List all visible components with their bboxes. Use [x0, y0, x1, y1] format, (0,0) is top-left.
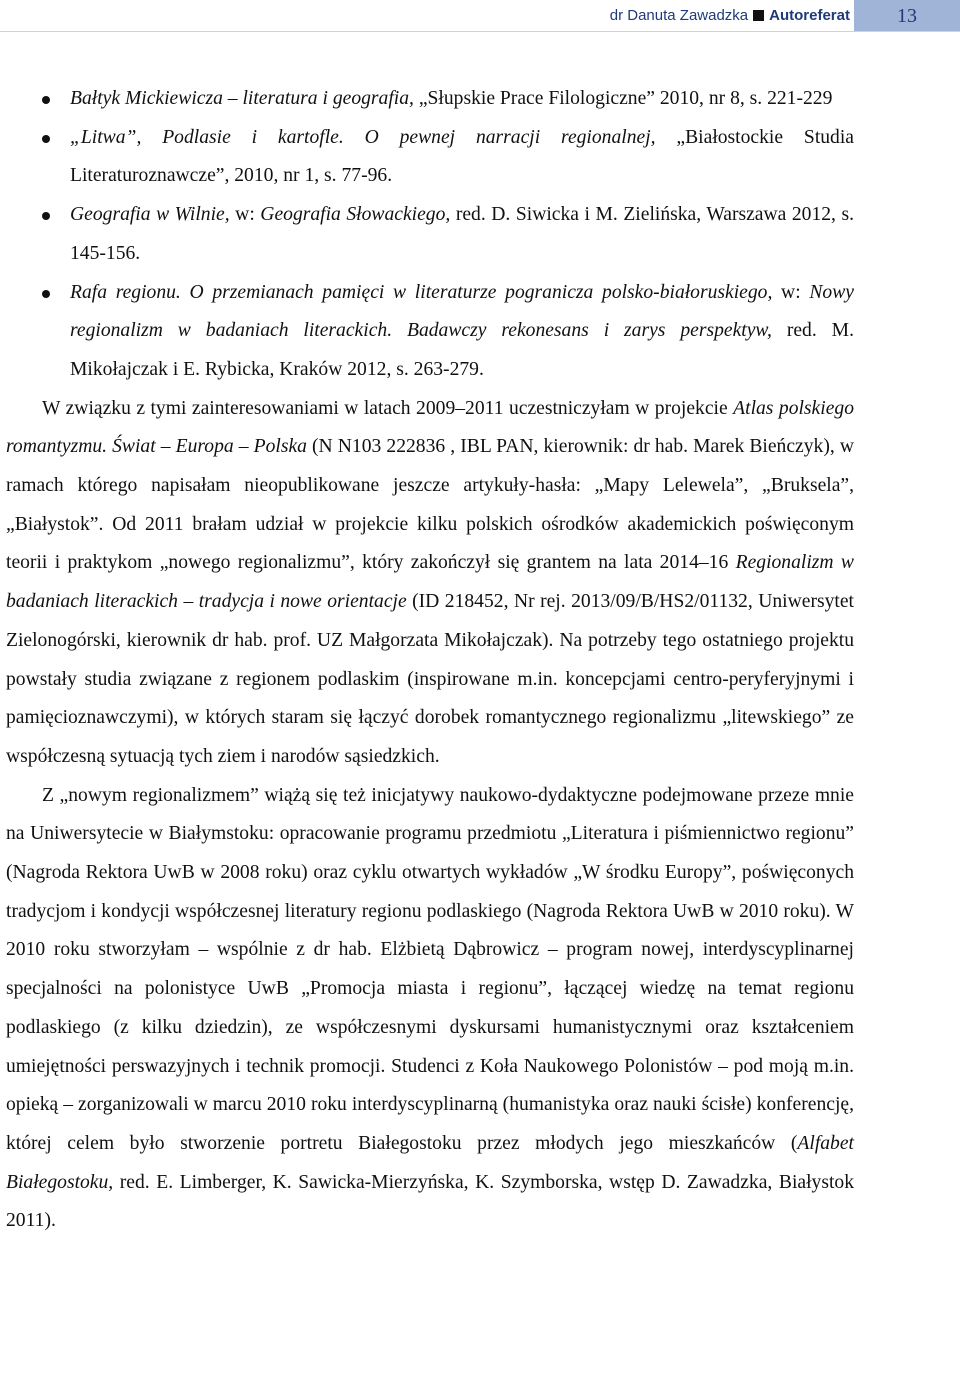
- publication-title: „Litwa”, Podlasie i kartofle. O pewnej narracji regionalnej,: [70, 126, 656, 148]
- project-title: Atlas polskiego romantyzmu. Świat – Europa – Polska: [6, 397, 854, 458]
- paragraph-initiatives: Z „nowym regionalizmem” wiążą się też inicjatywy naukowo-dydaktyczne podejmowane przeze mnie na Uniwersytecie w Białymstoku: opracowanie programu przedmiotu „Literatura i piśmiennictwo regionu” (Nagroda Rektora UwB w 2008 roku) oraz cyklu otwartych wykładów „W środku Europy”, poświęconych tradycjom i kondycji współczesnej literatury regionu podlaskiego (Nagroda Rektora UwB w 2010 roku). W 2010 roku stworzyłam – wspólnie z dr hab. Elżbietą Dąbrowicz – program nowej, interdyscyplinarnej specjalności na polonistyce UwB „Promocja miasta i regionu”, łączącej wiedzę na temat regionu podlaskiego (z kilku dziedzin), ze współczesnymi dyskursami humanistycznymi oraz kształceniem umiejętności perswazyjnych i technik promocji. Studenci z Koła Naukowego Polonistów – pod moją m.in. opieką – zorganizowali w marcu 2010 roku interdyscyplinarną (humanistyka oraz nauki ścisłe) konferencję, której celem było stworzenie portretu Białegostoku przez młodych jego mieszkańców (Alfabet Białegostoku, red. E. Limberger, K. Sawicka-Mierzyńska, K. Szymborska, wstęp D. Zawadzka, Białystok 2011).: [6, 784, 854, 1232]
- list-item: [6, 80, 854, 119]
- publication-title: Geografia w Wilnie,: [70, 204, 230, 226]
- bullet-icon: [42, 290, 50, 298]
- publication-connector: w:: [229, 204, 261, 226]
- publication-details: „Słupskie Prace Filologiczne” 2010, nr 8, s. 221-229: [413, 88, 833, 109]
- publication-details: „Białostockie Studia Literaturoznawcze”, 2010, nr 1, s. 77-96.: [70, 126, 854, 187]
- bullet-icon: [42, 135, 50, 143]
- list-item: [6, 274, 854, 390]
- header-doc-type: Autoreferat: [769, 7, 850, 24]
- publication-details: red. D. Siwicka i M. Zielińska, Warszawa 2012, s. 145-156.: [70, 204, 854, 264]
- list-item: [6, 196, 854, 273]
- publication-title: Rafa regionu. O przemianach pamięci w literaturze pogranicza polsko-białoruskiego,: [70, 281, 773, 303]
- header-author: dr Danuta Zawadzka: [609, 7, 749, 24]
- bullet-icon: [42, 96, 50, 104]
- grant-title: Regionalizm w badaniach literackich – tradycja i nowe orientacje: [6, 552, 854, 613]
- publication-list: [6, 80, 854, 390]
- square-separator-icon: [753, 10, 764, 21]
- paragraph-projects: W związku z tymi zainteresowaniami w latach 2009–2011 uczestniczyłam w projekcie Atlas polskiego romantyzmu. Świat – Europa – Polska (N N103 222836 , IBL PAN, kierownik: dr hab. Marek Bieńczyk), w ramach którego napisałam nieopublikowane jeszcze artykuły-hasła: „Mapy Lelewela”, „Bruksela”, „Białystok”. Od 2011 brałam udział w projekcie kilku polskich ośrodków akademickich poświęconym teorii i praktykom „nowego regionalizmu”, który zakończył się grantem na lata 2014–16 Regionalizm w badaniach literackich – tradycja i nowe orientacje (ID 218452, Nr rej. 2013/09/B/HS2/01132, Uniwersytet Zielonogórski, kierownik dr hab. prof. UZ Małgorzata Mikołajczak). Na potrzeby tego ostatniego projektu powstały studia związane z regionem podlaskim (inspirowane m.in. koncepcjami centro-peryferyjnymi i pamięcioznawczymi), w których staram się łączyć dorobek romantycznego regionalizmu „litewskiego” ze współczesną sytuacją tych ziem i narodów sąsiedzkich.: [6, 397, 854, 767]
- header-divider: [0, 31, 960, 32]
- publication-volume-title: Nowy regionalizm w badaniach literackich. Badawczy rekonesans i zarys perspektyw,: [70, 281, 854, 342]
- book-title: Alfabet Białegostoku,: [6, 1132, 854, 1193]
- list-item: [6, 119, 854, 196]
- publication-volume-title: Geografia Słowackiego,: [260, 204, 451, 226]
- page-header: [0, 0, 960, 34]
- bullet-icon: [42, 212, 50, 220]
- publication-connector: w:: [772, 281, 810, 303]
- publication-details: red. M. Mikołajczak i E. Rybicka, Kraków 2012, s. 263-279.: [70, 320, 854, 380]
- publication-title: Bałtyk Mickiewicza – literatura i geografia,: [70, 88, 414, 109]
- document-body: [6, 80, 854, 1241]
- page-number: 13: [854, 0, 960, 31]
- running-head: [610, 7, 850, 24]
